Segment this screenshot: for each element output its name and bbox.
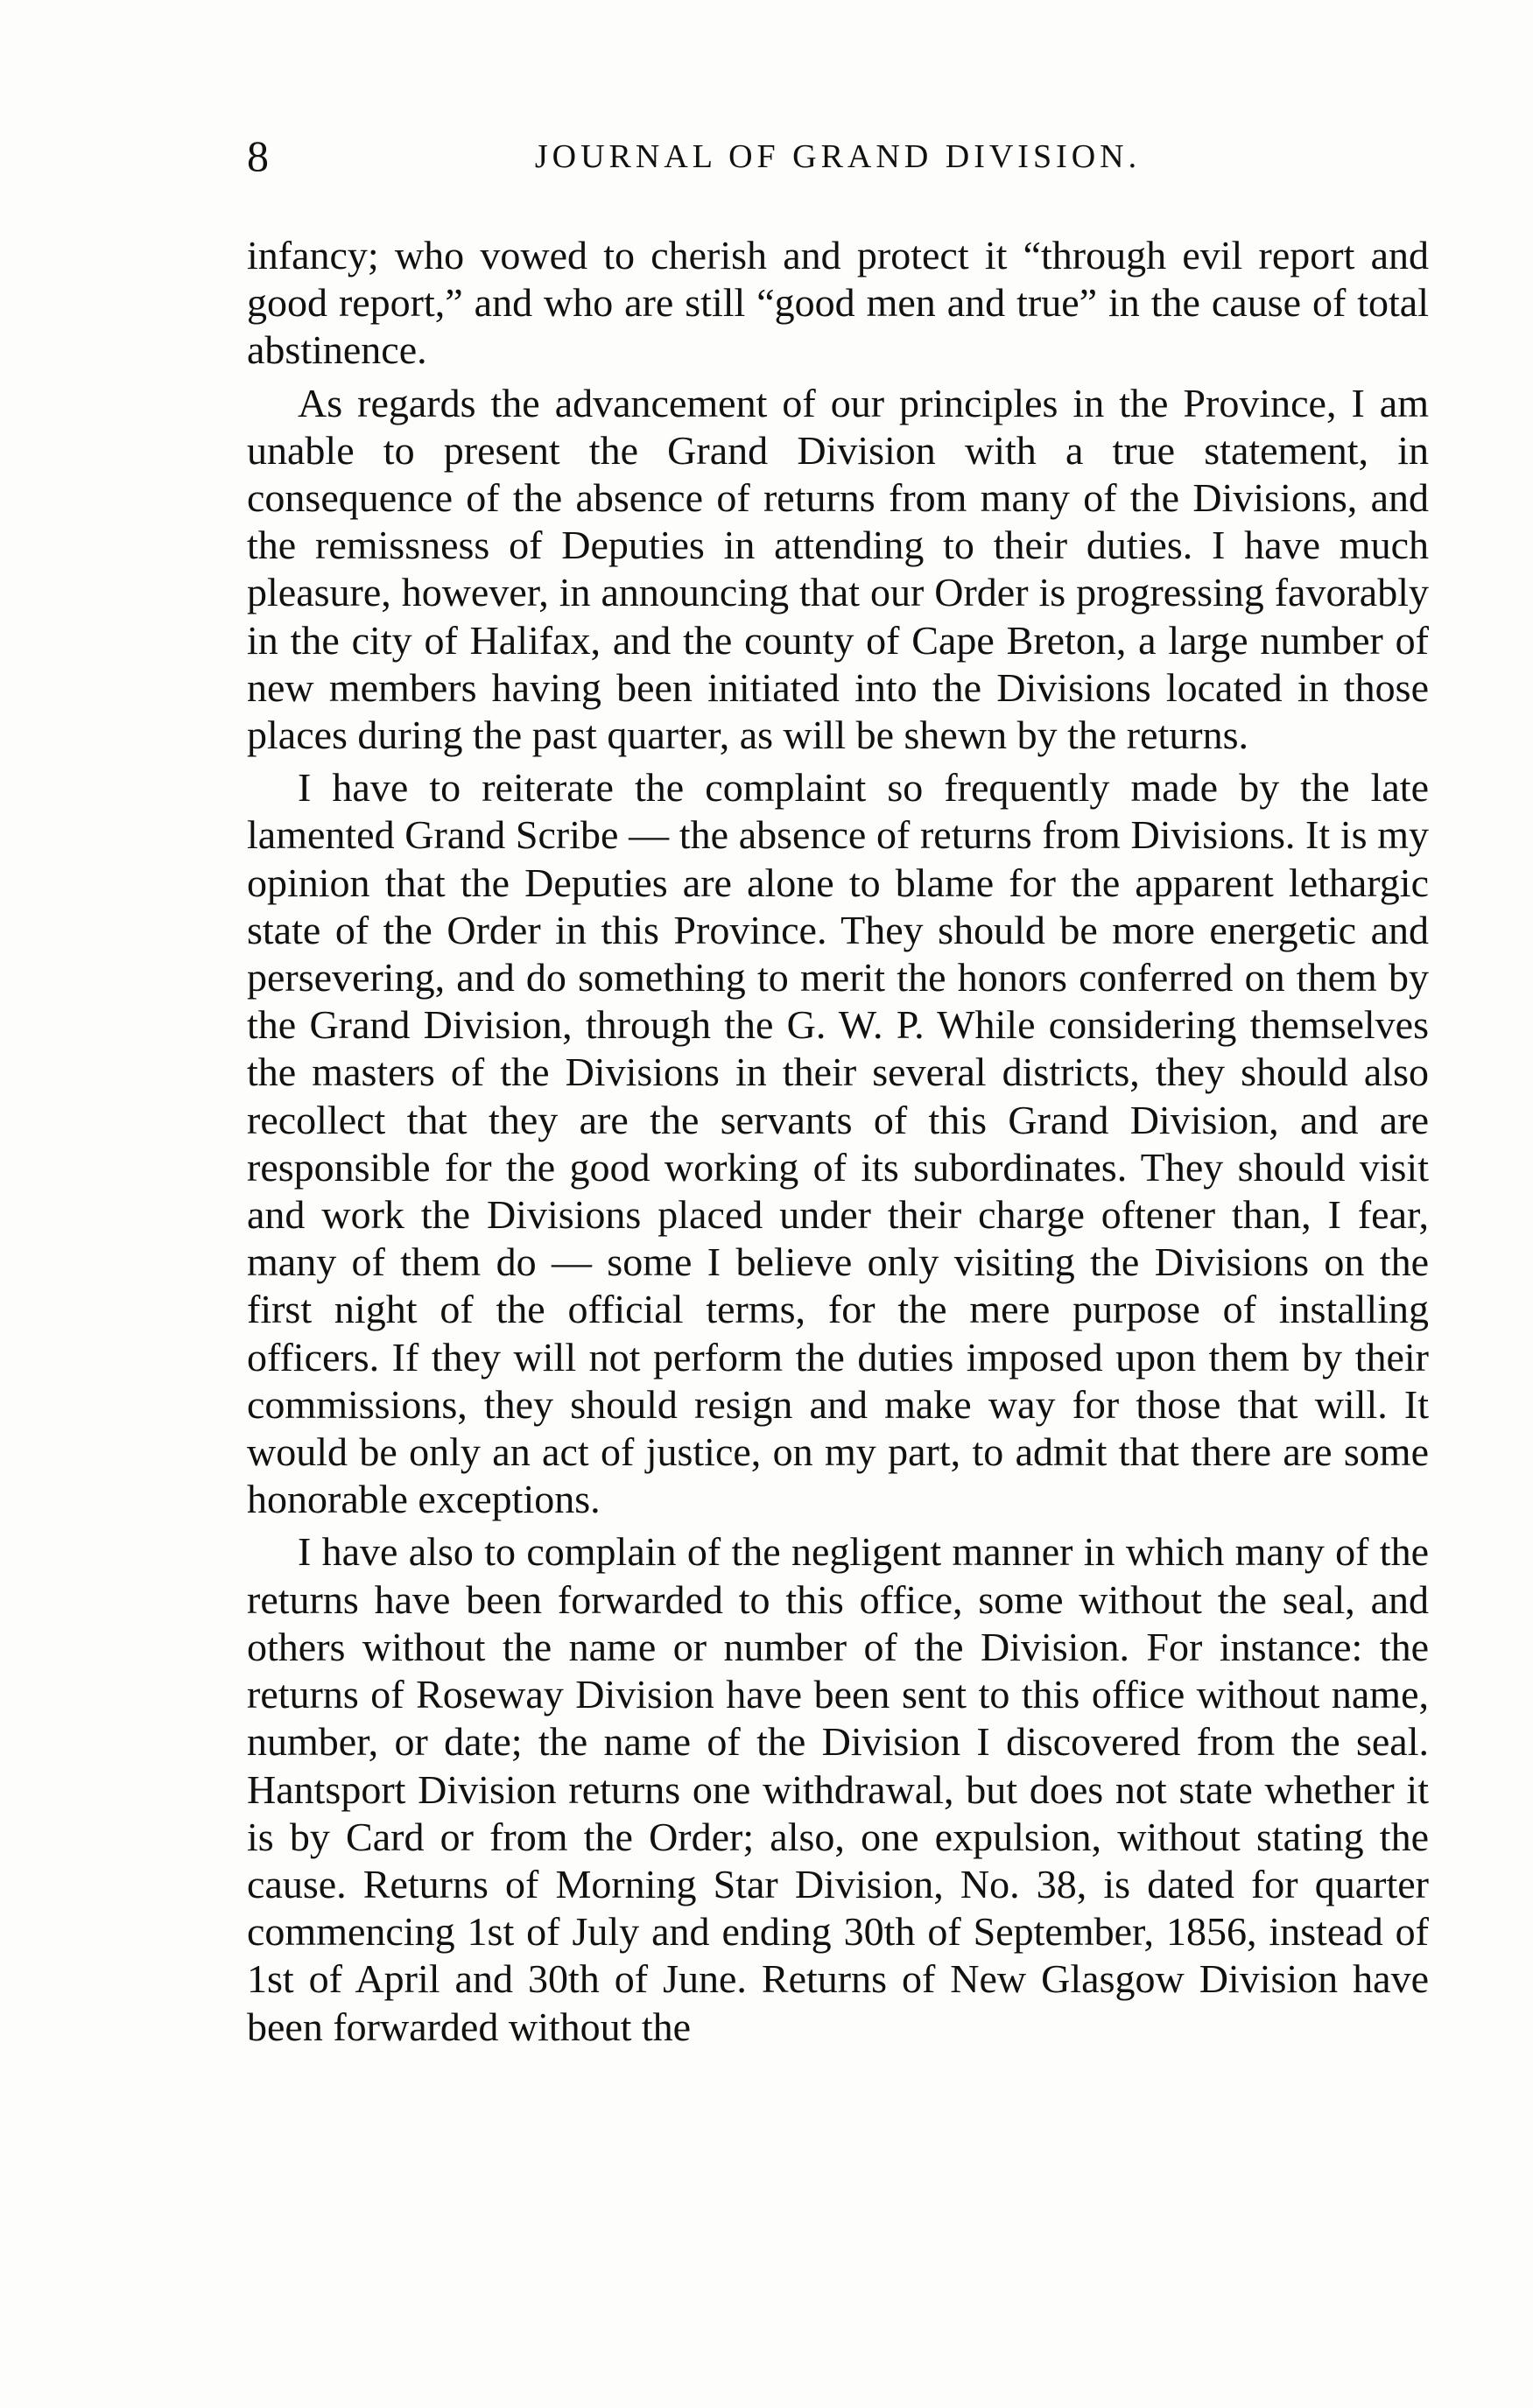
- paragraph: As regards the advancement of our principles in the Province, I am unable to present the Grand Division with a true statement, in consequence of the absence of returns from many of the Divisions, and the remissness of Deputies in attending to their duties. I have much pleasure, however, in announcing that our Order is progressing favorably in the city of Halifax, and the county of Cape Breton, a large number of new members having been initiated into the Divisions located in those places during the past quarter, as will be shewn by the returns.: [247, 380, 1429, 758]
- paragraph: I have also to complain of the negligent manner in which many of the returns have been forwarded to this office, some without the seal, and others without the name or number of the Division. For instance: the returns of Roseway Division have been sent to this office without name, number, or date; the name of the Division I discovered from the seal. Hantsport Division returns one withdrawal, but does not state whether it is by Card or from the Order; also, one expulsion, without stating the cause. Returns of Morning Star Division, No. 38, is dated for quarter commencing 1st of July and ending 30th of September, 1856, instead of 1st of April and 30th of June. Returns of New Glasgow Division have been forwarded without the: [247, 1529, 1429, 2049]
- running-head: [247, 130, 1429, 191]
- page-number: 8: [247, 131, 269, 180]
- body-text: [247, 232, 1429, 2051]
- paragraph-continued: infancy; who vowed to cherish and protect it “through evil report and good report,” and who are still “good men and true” in the cause of total abstinence.: [247, 233, 1429, 373]
- running-title: JOURNAL OF GRAND DIVISION.: [534, 138, 1142, 175]
- paragraph: I have to reiterate the complaint so frequently made by the late lamented Grand Scribe — the absence of returns from Divisions. It is my opinion that the Deputies are alone to blame for the apparent lethargic state of the Order in this Province. They should be more energetic and persevering, and do something to merit the honors conferred on them by the Grand Division, through the G. W. P. While considering themselves the masters of the Divisions in their several districts, they should also recollect that they are the servants of this Grand Division, and are responsible for the good working of its subordinates. They should visit and work the Divisions placed under their charge oftener than, I fear, many of them do — some I believe only visiting the Divisions on the first night of the official terms, for the mere purpose of installing officers. If they will not perform the duties imposed upon them by their commissions, they should resign and make way for those that will. It would be only an act of justice, on my part, to admit that there are some honorable exceptions.: [247, 765, 1429, 1522]
